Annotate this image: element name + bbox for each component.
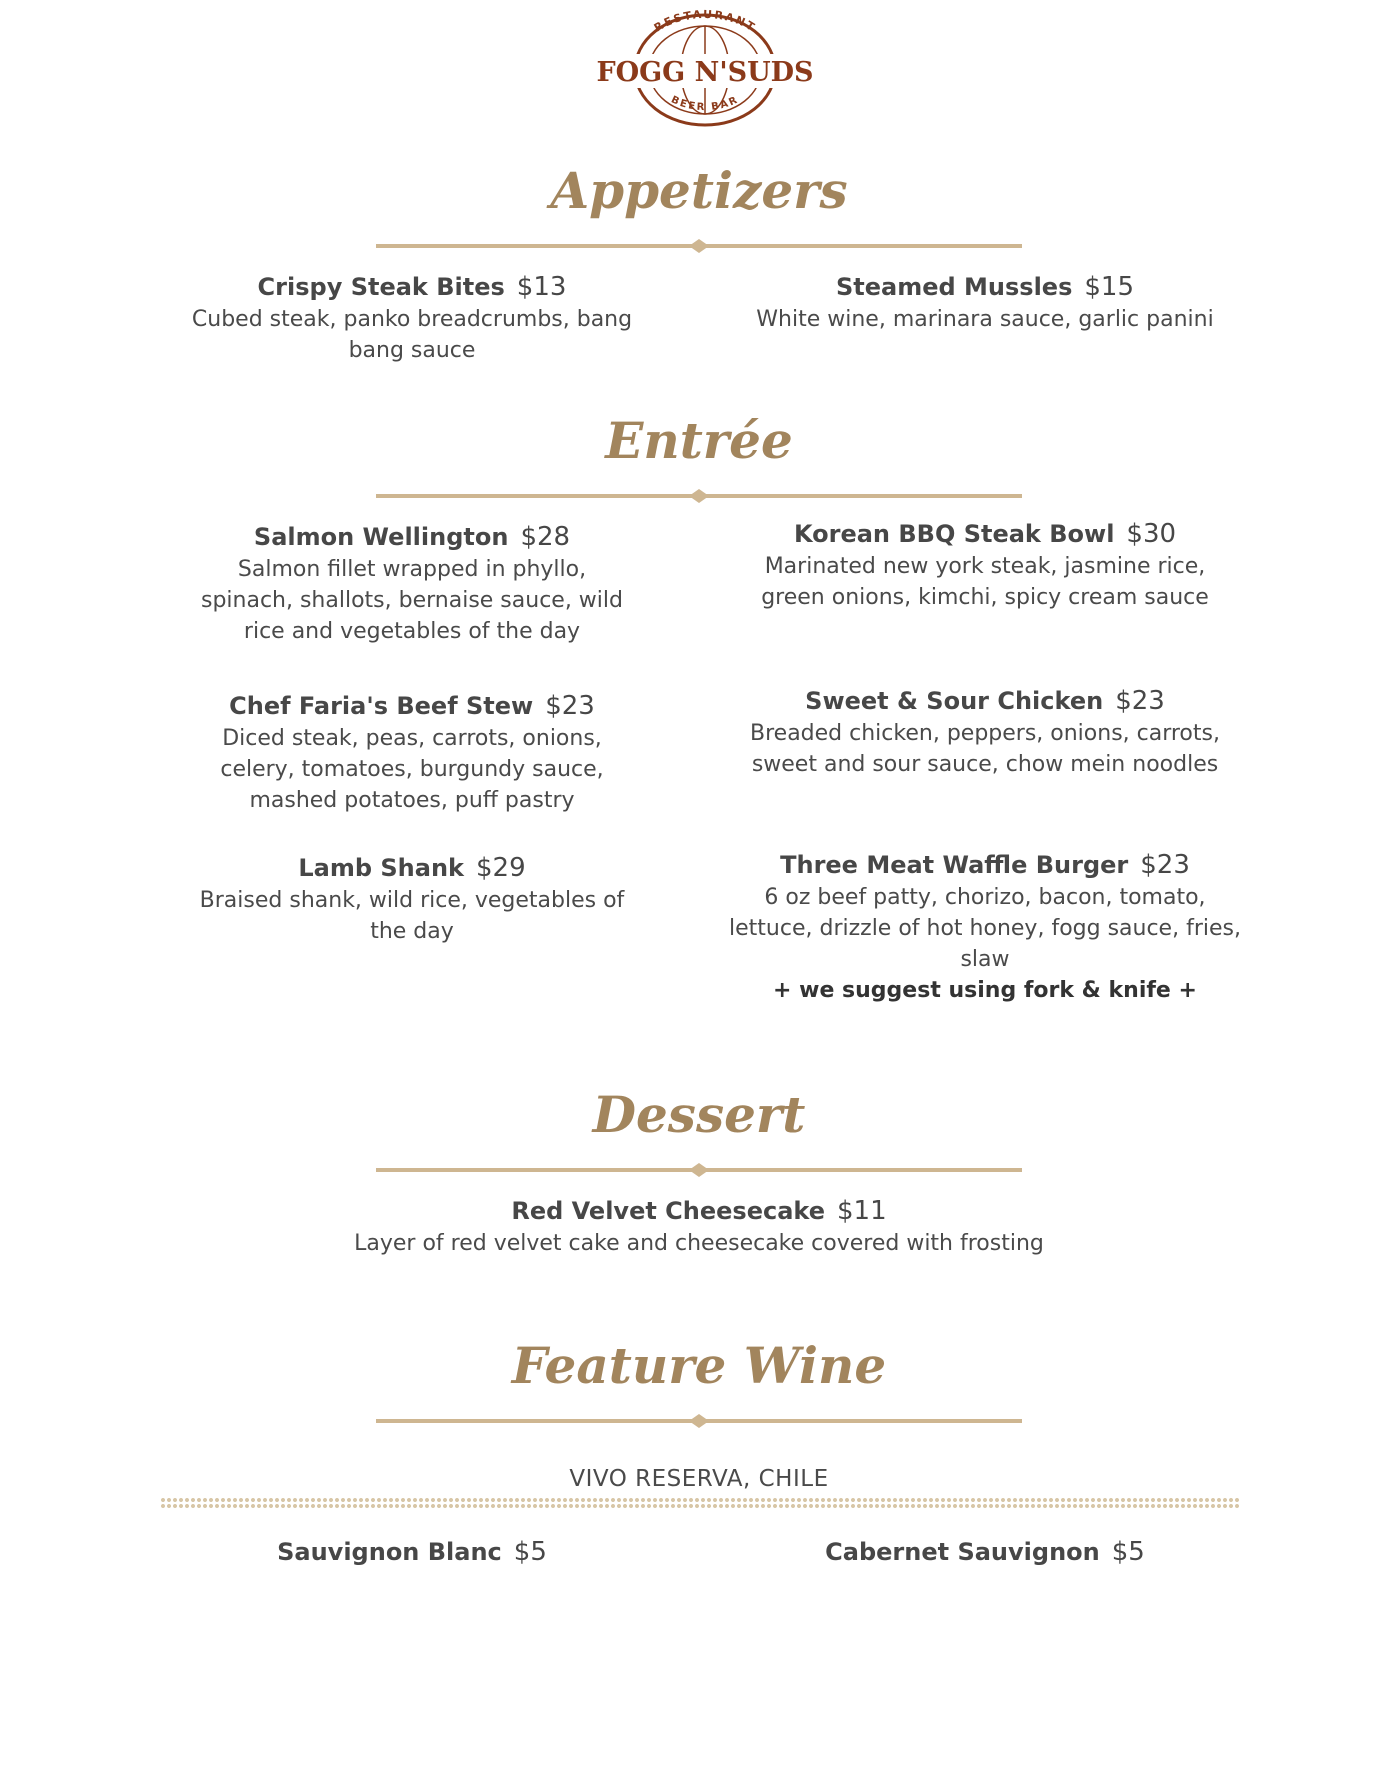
- entree-title: Entrée: [605, 411, 793, 470]
- wine-region: VIVO RESERVA, CHILE: [569, 1466, 829, 1492]
- item-price: $23: [1140, 850, 1190, 880]
- item-price: $11: [837, 1196, 887, 1226]
- item-name: Korean BBQ Steak Bowl: [793, 520, 1115, 548]
- item-description: Layer of red velvet cake and cheesecake covered with frosting: [354, 1231, 1044, 1256]
- item-price: $13: [516, 272, 567, 302]
- item-price: $29: [476, 853, 526, 883]
- dotted-divider: [160, 1497, 1240, 1509]
- entree-divider: [376, 486, 1022, 506]
- item-price: $23: [1115, 686, 1165, 716]
- item-description: Braised shank, wild rice, vegetables of the day: [199, 888, 625, 944]
- diamond-icon: [689, 1160, 709, 1180]
- logo-name: FOGG N'SUDS: [596, 57, 814, 88]
- item-note: + we suggest using fork & knife +: [773, 978, 1197, 1003]
- logo-top-text: RESTAURANT: [651, 8, 759, 35]
- diamond-icon: [689, 486, 709, 506]
- item-price: $23: [545, 691, 595, 721]
- item-price: $30: [1126, 519, 1177, 549]
- appetizers-title: Appetizers: [550, 161, 848, 220]
- item-name: Cabernet Sauvignon: [825, 1538, 1100, 1566]
- wine-title: Feature Wine: [511, 1336, 887, 1395]
- menu-item: [199, 1194, 1199, 1259]
- wine-divider: [376, 1411, 1022, 1431]
- item-name: Sweet & Sour Chicken: [805, 687, 1104, 715]
- restaurant-logo: [590, 8, 820, 133]
- menu-item: [162, 270, 662, 366]
- menu-item: [720, 517, 1250, 613]
- item-name: Chef Faria's Beef Stew: [229, 692, 534, 720]
- dessert-title: Dessert: [592, 1085, 806, 1144]
- item-description: Diced steak, peas, carrots, onions, celery, tomatoes, burgundy sauce, mashed potatoes, puff pastry: [220, 726, 604, 813]
- item-price: $15: [1084, 272, 1135, 302]
- item-description: 6 oz beef patty, chorizo, bacon, tomato, lettuce, drizzle of hot honey, fogg sauce, fries, slaw: [729, 885, 1241, 972]
- dessert-divider: [376, 1160, 1022, 1180]
- item-price: $5: [1111, 1537, 1145, 1567]
- item-price: $5: [513, 1537, 547, 1567]
- wine-item: [162, 1535, 662, 1569]
- item-name: Sauvignon Blanc: [277, 1538, 502, 1566]
- menu-item: [162, 520, 662, 647]
- menu-item: [720, 848, 1250, 1007]
- item-price: $28: [520, 522, 571, 552]
- item-name: Three Meat Waffle Burger: [780, 851, 1129, 879]
- menu-item: [162, 851, 662, 947]
- item-name: Lamb Shank: [298, 854, 464, 882]
- item-name: Salmon Wellington: [253, 523, 509, 551]
- menu-item: [720, 270, 1250, 335]
- wine-item: [720, 1535, 1250, 1569]
- logo-bottom-text: BEER BAR: [669, 94, 741, 114]
- appetizers-divider: [376, 236, 1022, 256]
- item-description: White wine, marinara sauce, garlic panini: [756, 307, 1214, 332]
- item-description: Breaded chicken, peppers, onions, carrots, sweet and sour sauce, chow mein noodles: [750, 721, 1220, 777]
- diamond-icon: [689, 236, 709, 256]
- diamond-icon: [689, 1411, 709, 1431]
- item-description: Cubed steak, panko breadcrumbs, bang bang sauce: [191, 307, 633, 363]
- item-description: Marinated new york steak, jasmine rice, green onions, kimchi, spicy cream sauce: [761, 554, 1209, 610]
- menu-item: [162, 689, 662, 816]
- item-name: Red Velvet Cheesecake: [511, 1197, 825, 1225]
- item-description: Salmon fillet wrapped in phyllo, spinach, shallots, bernaise sauce, wild rice and vegetables of the day: [200, 557, 623, 644]
- menu-item: [720, 684, 1250, 780]
- item-name: Steamed Mussles: [835, 273, 1073, 301]
- item-name: Crispy Steak Bites: [257, 273, 505, 301]
